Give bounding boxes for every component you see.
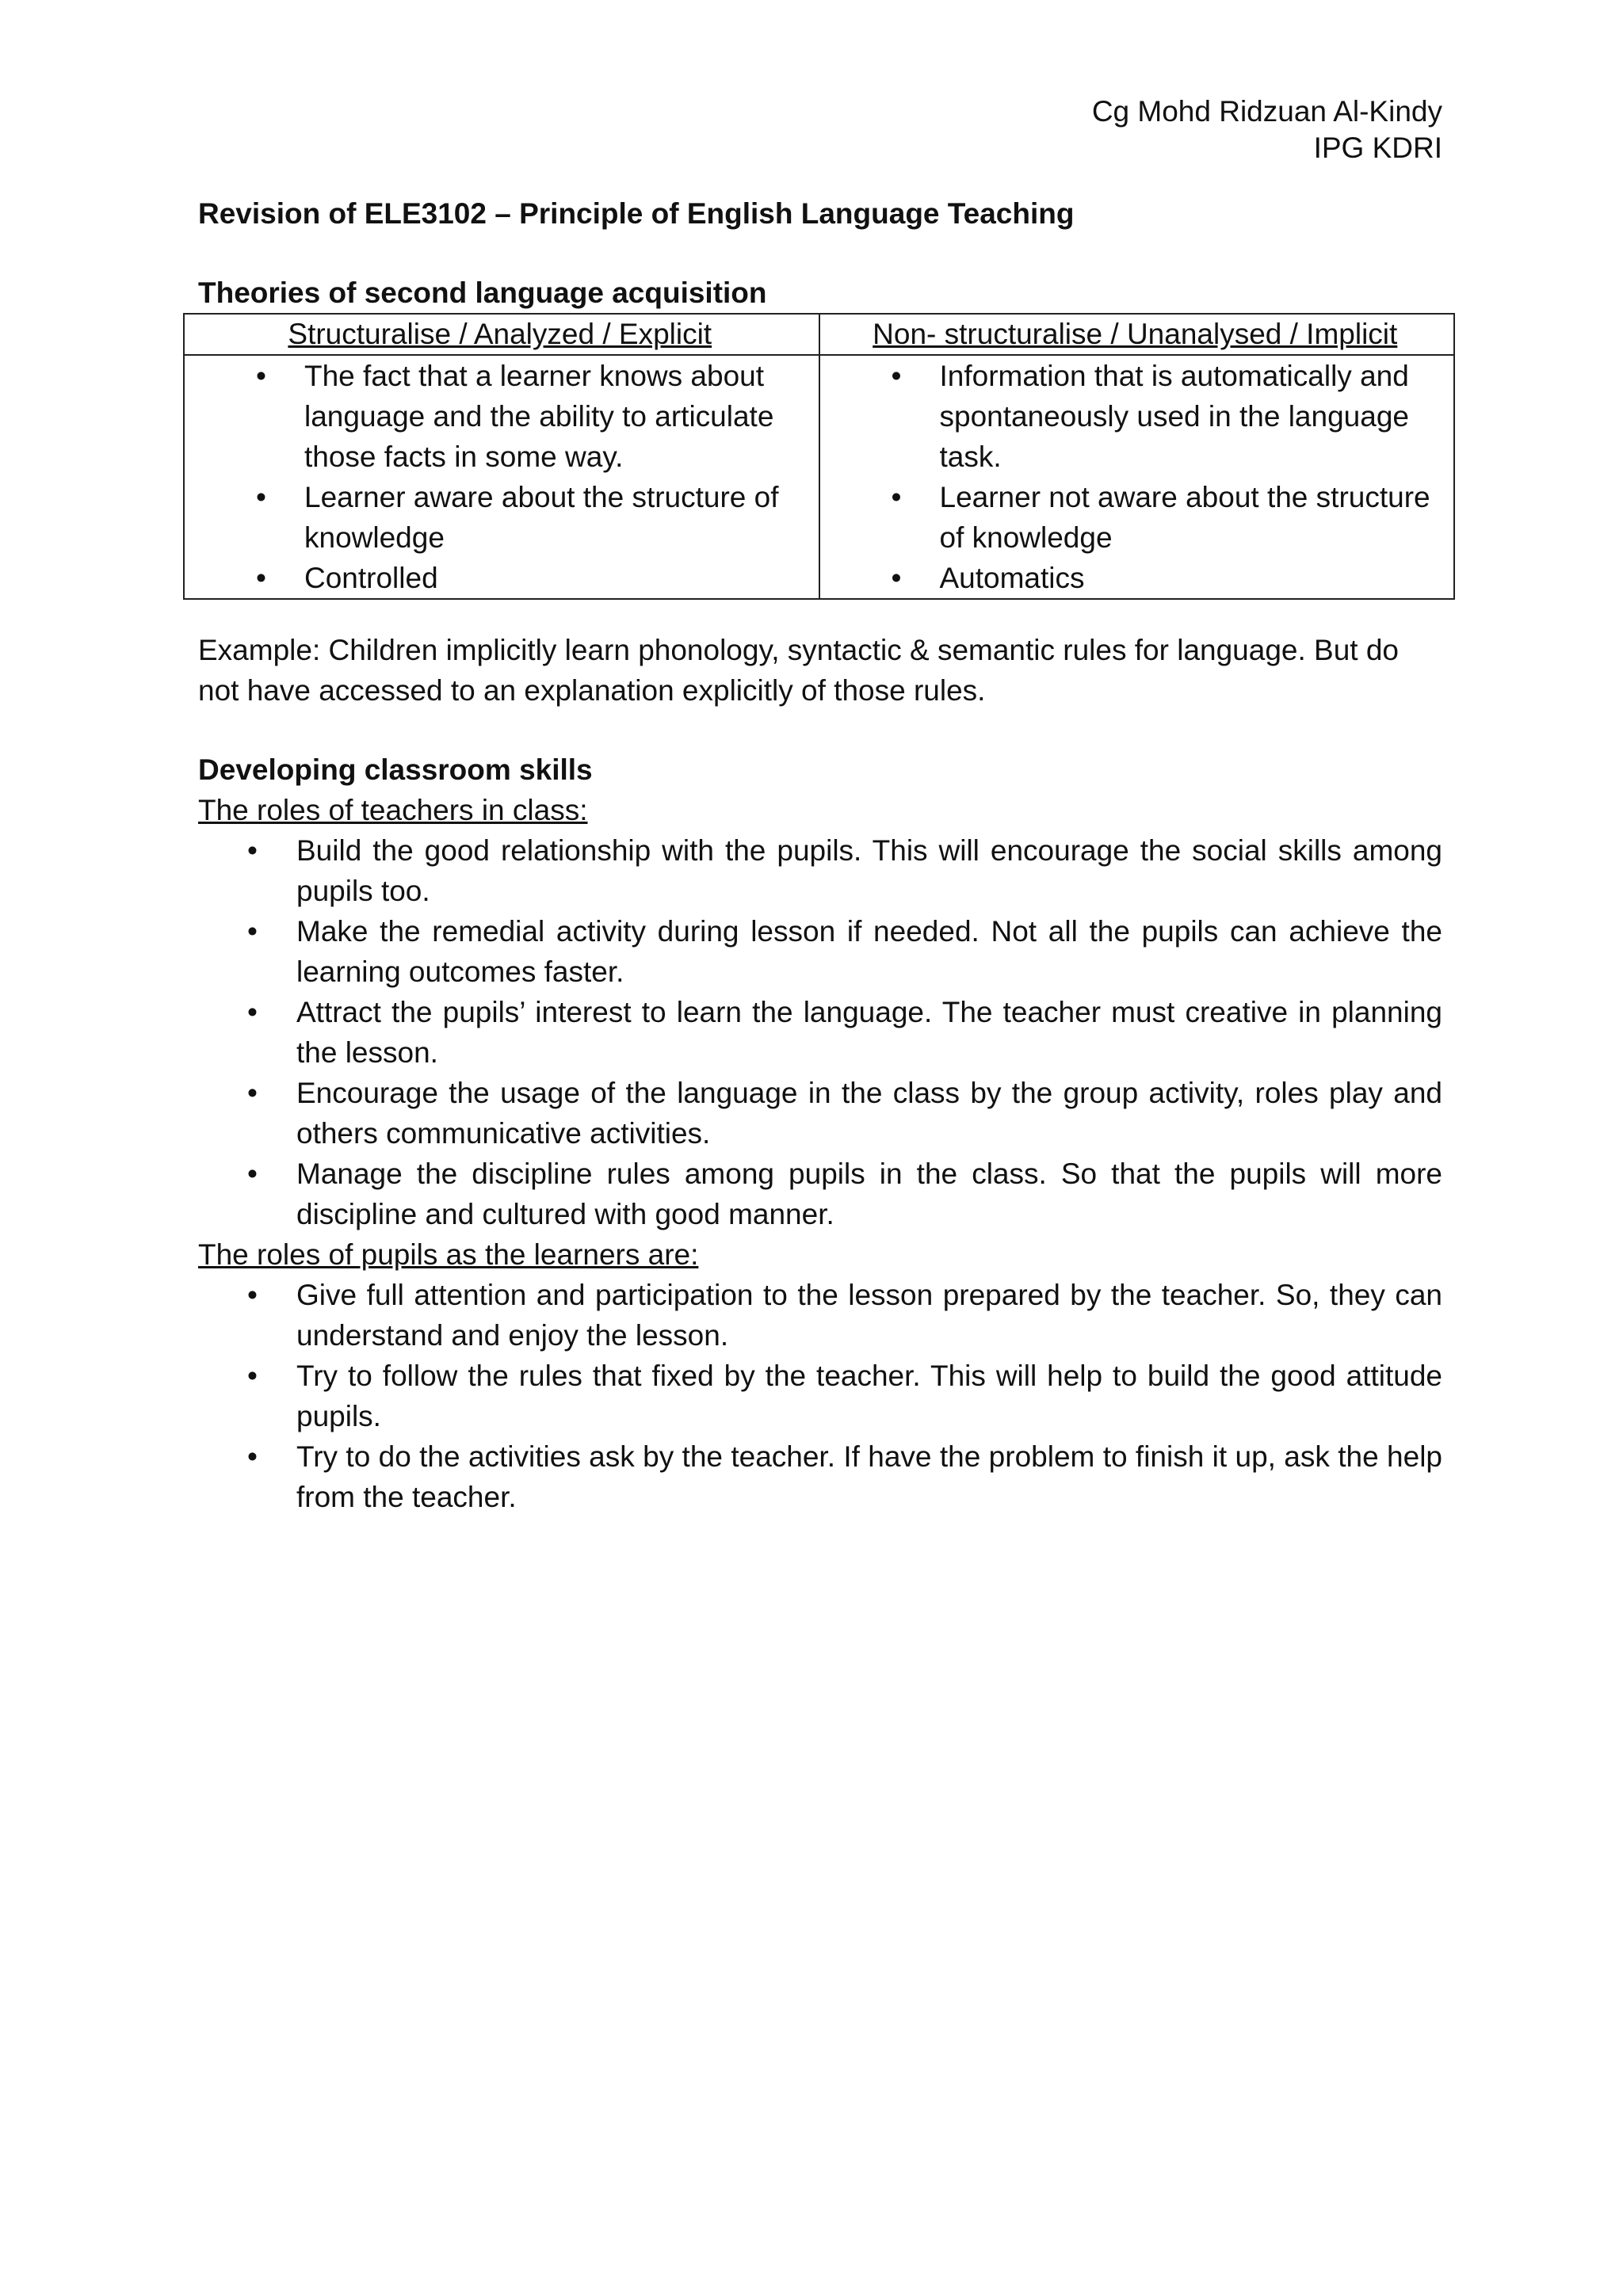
list-item: • Manage the discipline rules among pupils in the class. So that the pupils will more discipline and cultured with good manner. xyxy=(198,1154,1442,1234)
theories-body-row xyxy=(184,355,1454,599)
theories-header-row xyxy=(184,314,1454,355)
list-item: • Learner aware about the structure of knowledge xyxy=(191,477,809,558)
classroom-heading: Developing classroom skills xyxy=(198,753,593,786)
author-block xyxy=(198,93,1442,166)
theories-heading: Theories of second language acquisition xyxy=(198,277,767,309)
list-item: • Information that is automatically and spontaneously used in the language task. xyxy=(827,356,1445,477)
list-item: • Try to follow the rules that fixed by the teacher. This will help to build the good attitude pupils. xyxy=(198,1356,1442,1436)
list-item: • Automatics xyxy=(827,558,1445,598)
teachers-roles-list xyxy=(198,830,1442,1234)
column-header-implicit: Non- structuralise / Unanalysed / Implicit xyxy=(819,314,1455,355)
document-title: Revision of ELE3102 – Principle of English Language Teaching xyxy=(198,197,1075,230)
implicit-list xyxy=(827,356,1445,598)
explicit-cell xyxy=(184,355,819,599)
list-item: • Give full attention and participation to the lesson prepared by the teacher. So, they can understand and enjoy the lesson. xyxy=(198,1275,1442,1356)
explicit-list xyxy=(191,356,809,598)
document-page xyxy=(198,93,1442,1517)
teachers-roles-heading: The roles of teachers in class: xyxy=(198,794,588,826)
author-name: Cg Mohd Ridzuan Al-Kindy xyxy=(1091,95,1442,128)
example-paragraph: Example: Children implicitly learn phonology, syntactic & semantic rules for language. But do not have accessed to an explanation explicitly of those rules. xyxy=(198,634,1400,707)
implicit-cell xyxy=(819,355,1455,599)
list-item: • Try to do the activities ask by the teacher. If have the problem to finish it up, ask the help from the teacher. xyxy=(198,1436,1442,1517)
theories-table xyxy=(183,313,1455,600)
pupils-roles-heading: The roles of pupils as the learners are: xyxy=(198,1238,699,1271)
list-item: • Controlled xyxy=(191,558,809,598)
list-item: • Attract the pupils’ interest to learn the language. The teacher must creative in planning the lesson. xyxy=(198,992,1442,1073)
column-header-explicit: Structuralise / Analyzed / Explicit xyxy=(184,314,819,355)
pupils-roles-list xyxy=(198,1275,1442,1517)
institution-name: IPG KDRI xyxy=(1313,132,1442,164)
list-item: • Encourage the usage of the language in the class by the group activity, roles play and others communicative activities. xyxy=(198,1073,1442,1154)
list-item: • Learner not aware about the structure of knowledge xyxy=(827,477,1445,558)
list-item: • The fact that a learner knows about language and the ability to articulate those facts in some way. xyxy=(191,356,809,477)
list-item: • Build the good relationship with the pupils. This will encourage the social skills among pupils too. xyxy=(198,830,1442,911)
list-item: • Make the remedial activity during lesson if needed. Not all the pupils can achieve the learning outcomes faster. xyxy=(198,911,1442,992)
